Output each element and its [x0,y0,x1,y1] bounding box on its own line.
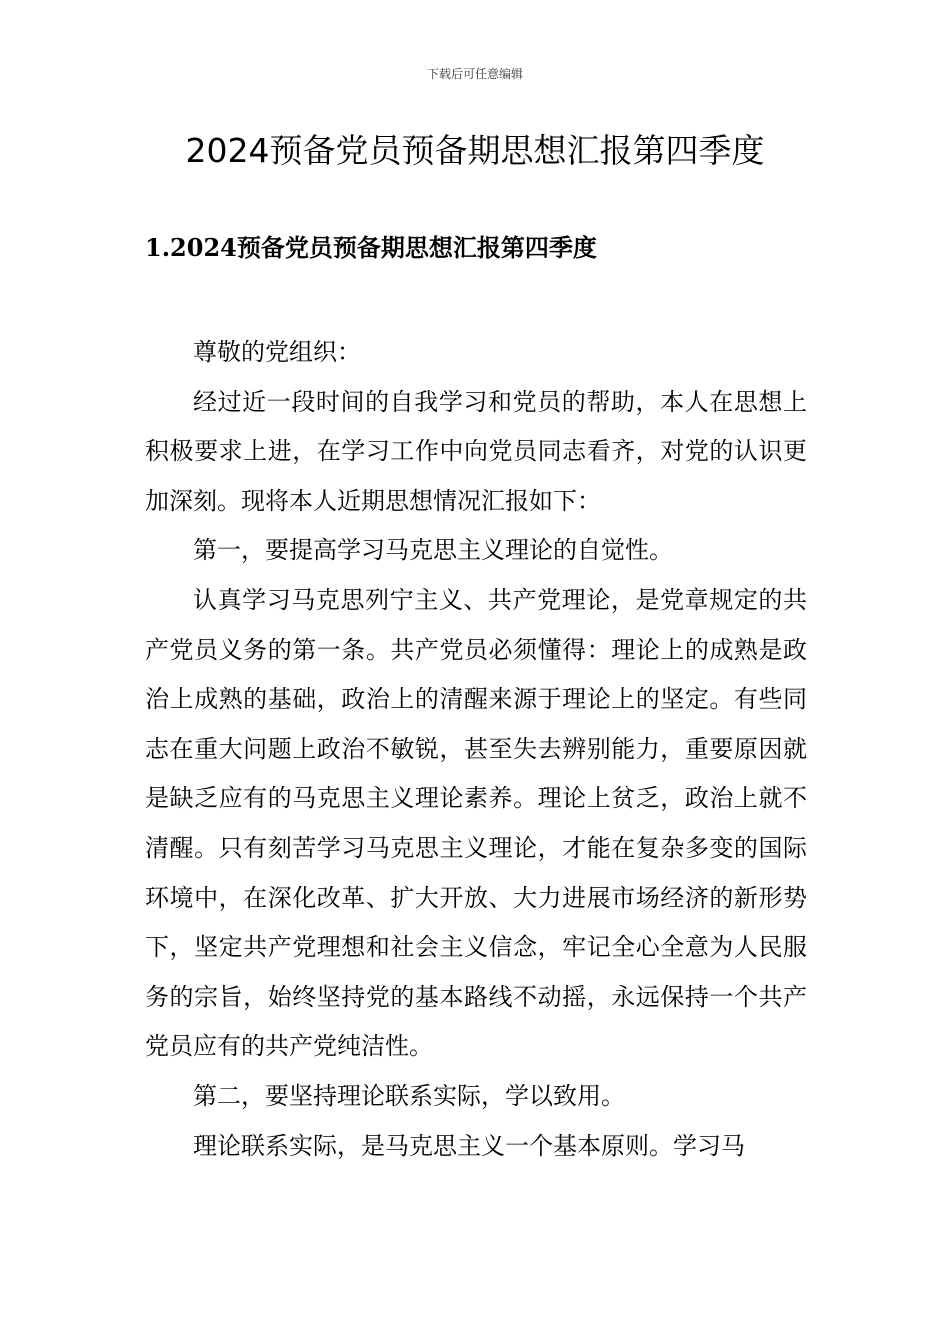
paragraph-point-one-body: 认真学习马克思列宁主义、共产党理论，是党章规定的共产党员义务的第一条。共产党员必须懂得：理论上的成熟是政治上成熟的基础，政治上的清醒来源于理论上的坚定。有些同志在重大问题上政治不敏锐，甚至失去辨别能力，重要原因就是缺乏应有的马克思主义理论素养。理论上贫乏，政治上就不清醒。只有刻苦学习马克思主义理论，才能在复杂多变的国际环境中，在深化改革、扩大开放、大力进展市场经济的新形势下，坚定共产党理想和社会主义信念，牢记全心全意为人民服务的宗旨，始终坚持党的基本路线不动摇，永远保持一个共产党员应有的共产党纯洁性。 [145,585,807,1061]
paragraph-intro: 经过近一段时间的自我学习和党员的帮助，本人在思想上积极要求上进，在学习工作中向党员同志看齐，对党的认识更加深刻。现将本人近期思想情况汇报如下： [145,387,807,515]
paragraph-point-two-body: 理论联系实际，是马克思主义一个基本原则。学习马 [193,1131,745,1160]
salutation: 尊敬的党组织： [193,338,361,366]
document-title: 2024预备党员预备期思想汇报第四季度 [185,131,765,170]
section-heading: 1.2024预备党员预备期思想汇报第四季度 [145,233,597,262]
paragraph-point-two: 第二，要坚持理论联系实际，学以致用。 [193,1081,625,1110]
paragraph-point-one: 第一，要提高学习马克思主义理论的自觉性。 [193,536,673,565]
body-text [145,328,807,1171]
header-note: 下载后可任意编辑 [426,67,523,81]
